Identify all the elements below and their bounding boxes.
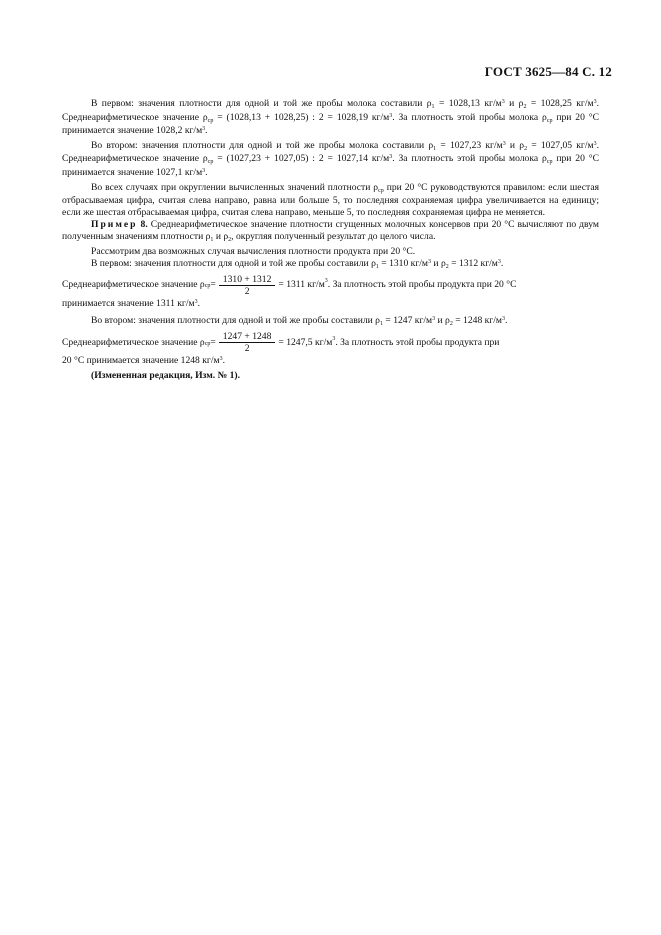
text: Во втором: значения плотности для одной и той же пробы составили ρ — [91, 315, 380, 327]
superscript: 3 — [202, 167, 206, 174]
formula-result: = 1311 кг/м — [278, 279, 325, 291]
paragraph-first-case-product — [62, 258, 599, 272]
page-header: ГОСТ 3625—84 С. 12 — [484, 64, 612, 79]
text: , округляя полученный результат до целого числа. — [231, 230, 436, 242]
text: принимается значение 1311 кг/м — [62, 297, 195, 309]
superscript: 3 — [202, 126, 206, 133]
text: = 1028,25 кг/м — [526, 98, 594, 109]
text: при 20 °С руководствуются правилом: если шестая отбрасываемая цифра, считая слева направо, равна или больше 5, то последняя сохраняемая цифра увеличивается на единицу; если же шестая отбрасываемая цифра, считая слева направо, меньше 5, то последняя сохраняемая цифра не меняется. — [62, 181, 599, 218]
fraction-denominator: 2 — [244, 342, 250, 354]
superscript: 3 — [332, 335, 336, 342]
equals-sign: = — [210, 279, 216, 291]
text: Среднеарифметическое значение ρ — [62, 336, 205, 348]
fraction-denominator: 2 — [244, 285, 250, 297]
paragraph-rounding-rule — [62, 182, 599, 219]
text: = 1027,05 кг/м — [527, 139, 594, 151]
text: . — [504, 315, 508, 327]
subscript: ср — [546, 159, 553, 166]
paragraph-example-8 — [62, 219, 599, 244]
text: и ρ — [435, 315, 450, 327]
text: . За плотность этой пробы продукта при — [335, 336, 500, 348]
example-number: 8. — [137, 219, 148, 231]
subscript: ср — [207, 117, 214, 124]
superscript: 3 — [219, 355, 223, 362]
text: = 1247 кг/м — [382, 315, 433, 327]
subscript: ср — [204, 340, 211, 347]
text: . — [205, 125, 208, 137]
text: и ρ — [505, 139, 525, 151]
subscript: ср — [204, 283, 211, 290]
text: Среднеарифметическое значение плотности сгущенных молочных консервов при 20 °С вычисляют по двум полученным значениям плотности ρ — [62, 219, 599, 242]
example-label: Пример — [91, 219, 138, 231]
superscript: 3 — [497, 259, 501, 266]
subscript: ср — [546, 117, 553, 124]
text: при 20 °С принимается значение 1028,2 кг/м — [62, 111, 599, 137]
superscript: 3 — [432, 316, 436, 323]
superscript: 3 — [593, 99, 597, 105]
superscript: 3 — [501, 99, 505, 105]
subscript: 2 — [524, 145, 528, 152]
text: = (1028,13 + 1028,25) : 2 = 1028,19 кг/м — [213, 111, 390, 123]
superscript: 3 — [428, 259, 432, 266]
superscript: 3 — [501, 316, 505, 323]
text: = (1027,23 + 1027,05) : 2 = 1027,14 кг/м — [213, 153, 390, 165]
text: = 1312 кг/м — [448, 258, 498, 270]
fraction-numerator: 1247 + 1248 — [219, 331, 276, 343]
superscript: 3 — [502, 140, 506, 147]
text: и ρ — [431, 258, 446, 270]
paragraph-second-case-product — [62, 315, 599, 329]
fraction — [219, 331, 276, 354]
text: . За плотность этой пробы молока ρ — [392, 153, 547, 165]
text: . — [197, 297, 201, 309]
text: Рассмотрим два возможных случая вычисления плотности продукта при 20 °С. — [91, 245, 416, 257]
text: . — [500, 258, 504, 270]
subscript: 2 — [228, 236, 232, 243]
document-body — [62, 98, 599, 382]
subscript: ср — [378, 187, 384, 194]
paragraph-second-result — [62, 355, 599, 369]
text: . Среднеарифметическое значение ρ — [62, 139, 600, 165]
text: . — [205, 166, 208, 178]
amendment-note — [62, 370, 599, 382]
subscript: 2 — [445, 264, 449, 271]
text: = 1028,13 кг/м — [434, 98, 502, 109]
formula-second-case — [62, 331, 599, 354]
paragraph-second-case-milk — [62, 140, 599, 181]
formula-result: = 1247,5 кг/м — [278, 336, 333, 348]
text: Во всех случаях при округлении вычисленных значений плотности ρ — [91, 181, 379, 193]
subscript: 1 — [433, 145, 437, 152]
text: . Среднеарифметическое значение ρ — [62, 98, 599, 123]
text: . За плотность этой пробы продукта при 20 °С — [327, 279, 517, 291]
equals-sign: = — [210, 336, 216, 348]
text: Во втором: значения плотности для одной и той же пробы молока составили ρ — [91, 139, 434, 151]
subscript: 2 — [449, 321, 453, 328]
subscript: 1 — [431, 104, 435, 110]
text: при 20 °С принимается значение 1027,1 кг/м — [62, 153, 599, 178]
text: и ρ — [504, 98, 524, 109]
text: . За плотность этой пробы молока ρ — [392, 111, 547, 123]
paragraph-two-cases — [62, 246, 599, 258]
subscript: 1 — [375, 264, 379, 271]
text: = 1310 кг/м — [378, 258, 429, 270]
superscript: 3 — [324, 278, 328, 285]
text: (Измененная редакция, Изм. № 1). — [91, 369, 241, 381]
superscript: 3 — [194, 298, 198, 305]
subscript: 2 — [523, 104, 527, 110]
subscript: 1 — [210, 236, 214, 243]
text: = 1248 кг/м — [452, 315, 502, 327]
text: Среднеарифметическое значение ρ — [62, 279, 205, 291]
fraction — [219, 274, 276, 297]
text: . — [222, 354, 225, 366]
text: 20 °С принимается значение 1248 кг/м — [62, 354, 220, 366]
text: В первом: значения плотности для одной и той же пробы составили ρ — [91, 258, 376, 270]
paragraph-first-case-milk — [62, 98, 599, 139]
fraction-numerator: 1310 + 1312 — [219, 274, 276, 286]
text: и ρ — [213, 230, 229, 242]
subscript: 1 — [379, 321, 383, 328]
superscript: 3 — [593, 140, 597, 147]
subscript: ср — [207, 159, 214, 166]
text: В первом: значения плотности для одной и той же пробы молока составили ρ — [91, 98, 432, 109]
paragraph-first-result — [62, 298, 599, 312]
formula-first-case — [62, 274, 599, 297]
text: = 1027,23 кг/м — [436, 139, 503, 151]
superscript: 3 — [389, 154, 393, 161]
superscript: 3 — [389, 112, 393, 119]
